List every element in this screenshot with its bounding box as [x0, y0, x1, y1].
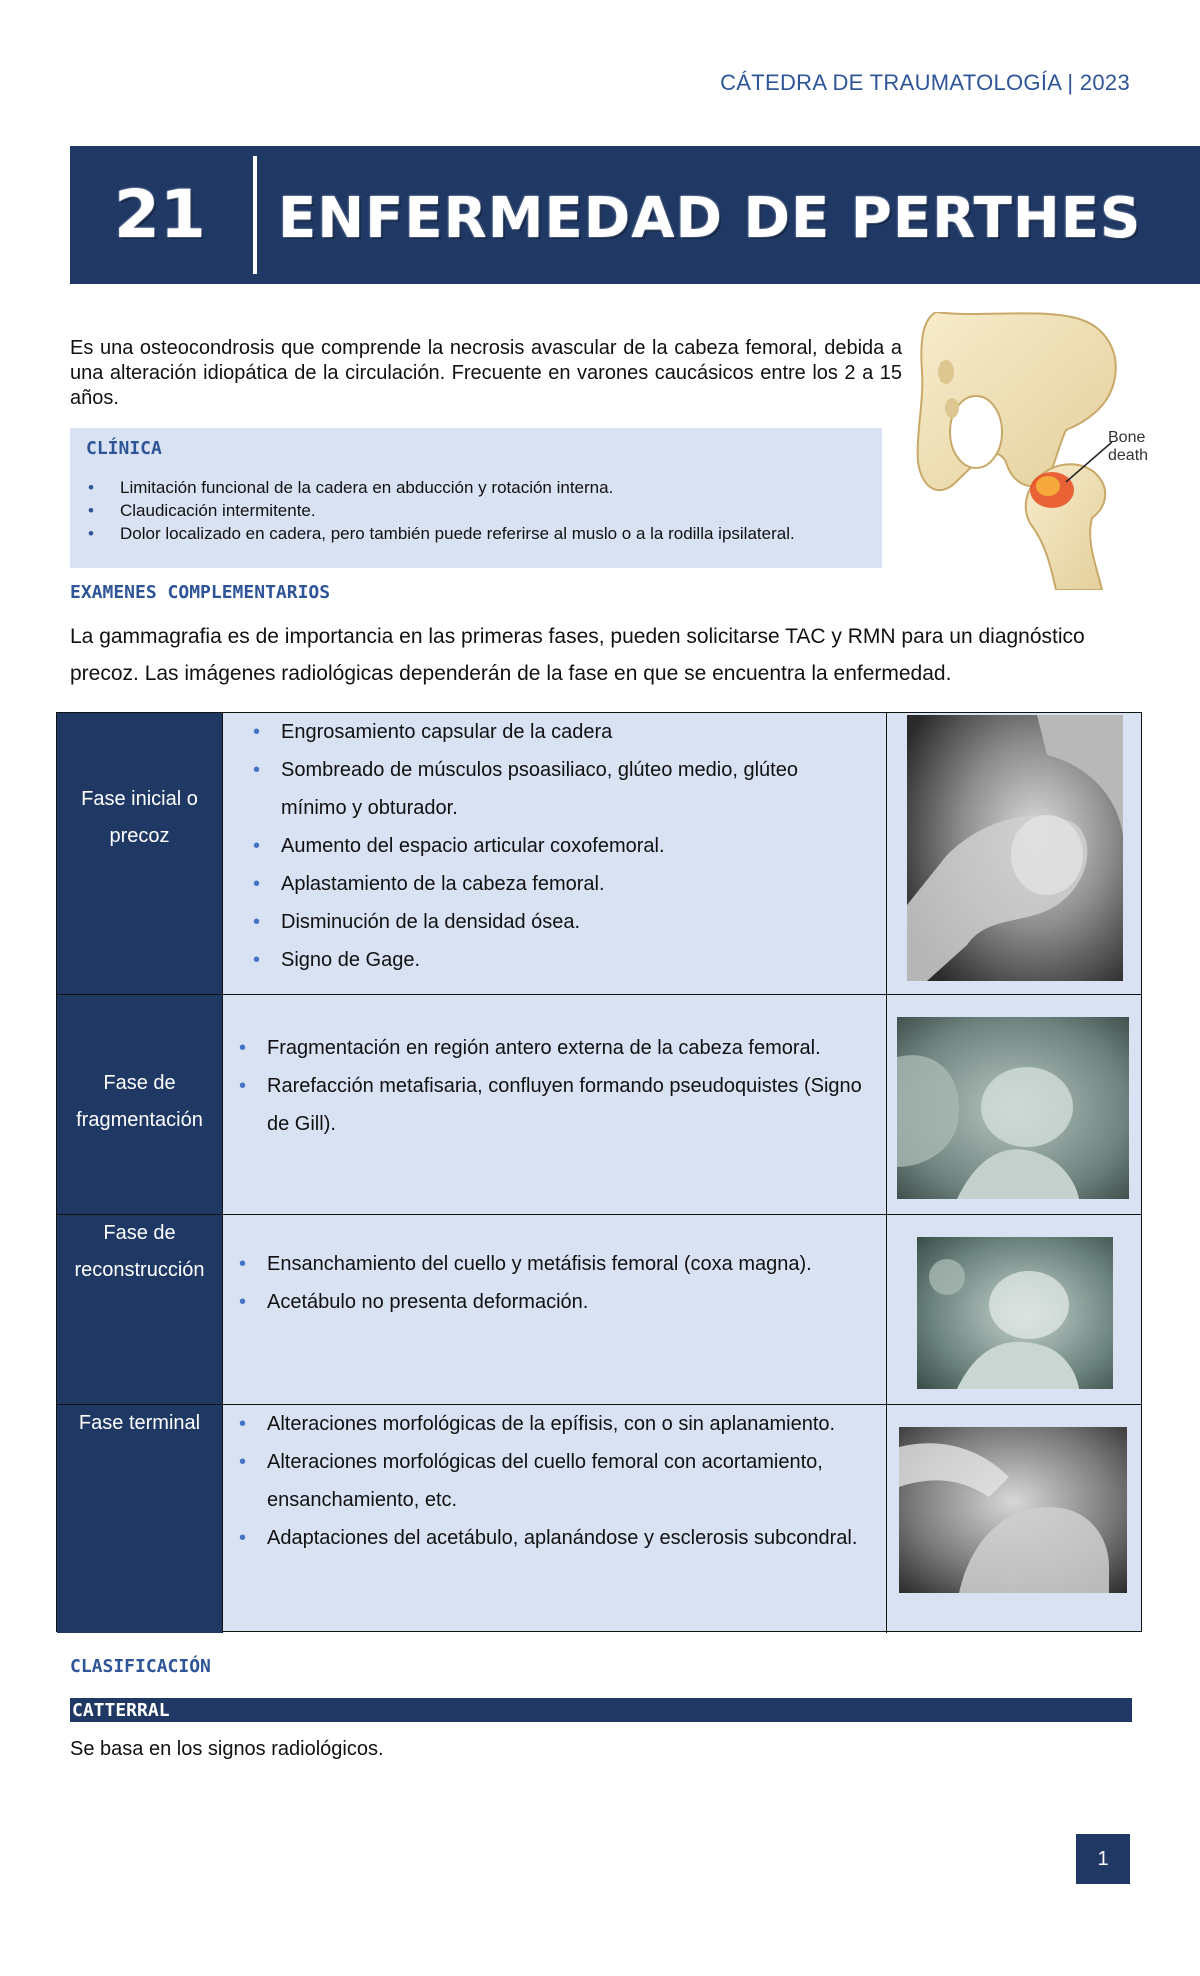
page-number: 1 [1076, 1834, 1130, 1884]
xray-image-reconstruction [917, 1237, 1113, 1389]
list-item: • Ensanchamiento del cuello y metáfisis femoral (coxa magna). [267, 1245, 866, 1283]
phase-name: Fase terminal [57, 1405, 223, 1633]
xray-image-terminal [899, 1427, 1127, 1593]
clinica-list [86, 476, 795, 545]
list-item: • Limitación funcional de la cadera en abducción y rotación interna. [86, 476, 795, 499]
phase-items [223, 1215, 887, 1404]
hip-illustration [916, 312, 1152, 590]
examenes-paragraph: La gammagrafia es de importancia en las primeras fases, pueden solicitarse TAC y RMN para un diagnóstico precoz. Las imágenes radiológicas dependerán de la fase en que se encuentra la enfermedad. [70, 625, 1085, 685]
list-item: • Dolor localizado en cadera, pero también puede referirse al muslo o a la rodilla ipsilateral. [86, 522, 795, 545]
phase-items [223, 1405, 887, 1633]
list-item: • Acetábulo no presenta deformación. [267, 1283, 866, 1321]
list-item: • Signo de Gage. [281, 941, 866, 979]
figure-label-bone: Bone [1108, 429, 1146, 446]
phase-items [223, 995, 887, 1214]
catterral-heading: CATTERRAL [72, 1700, 170, 1721]
figure-label-death: death [1108, 447, 1149, 464]
clinica-box [70, 428, 882, 568]
phase-items [223, 713, 887, 994]
chapter-number: 21 [114, 176, 206, 253]
banner-divider [253, 156, 257, 274]
clasificacion-heading: CLASIFICACIÓN [70, 1656, 211, 1677]
list-item: • Sombreado de músculos psoasiliaco, glúteo medio, glúteo mínimo y obturador. [281, 751, 866, 827]
chapter-title: ENFERMEDAD DE PERTHES [278, 186, 1142, 251]
header-label: CÁTEDRA DE TRAUMATOLOGÍA | 2023 [720, 70, 1130, 95]
table-row [57, 995, 1141, 1215]
table-row [57, 1405, 1141, 1633]
list-item: • Disminución de la densidad ósea. [281, 903, 866, 941]
phase-name: Fase de reconstrucción [57, 1215, 223, 1404]
xray-image-initial [907, 715, 1123, 981]
list-item: • Aumento del espacio articular coxofemoral. [281, 827, 866, 865]
list-item: • Engrosamiento capsular de la cadera [281, 713, 866, 751]
clinica-heading: CLÍNICA [86, 438, 162, 459]
catterral-bar [70, 1698, 1132, 1722]
intro-paragraph: Es una osteocondrosis que comprende la necrosis avascular de la cabeza femoral, debida a una alteración idiopática de la circulación. Frecuente en varones caucásicos entre los 2 a 15 años. [70, 337, 902, 409]
list-item: • Claudicación intermitente. [86, 499, 795, 522]
catterral-text: Se basa en los signos radiológicos. [70, 1738, 384, 1760]
chapter-banner [70, 146, 1200, 284]
list-item: • Rarefacción metafisaria, confluyen formando pseudoquistes (Signo de Gill). [267, 1067, 866, 1143]
xray-image-fragmentation [897, 1017, 1129, 1199]
list-item: • Alteraciones morfológicas de la epífisis, con o sin aplanamiento. [267, 1405, 866, 1443]
phase-name: Fase de fragmentación [57, 995, 223, 1214]
phase-name: Fase inicial o precoz [57, 713, 223, 994]
list-item: • Adaptaciones del acetábulo, aplanándose y esclerosis subcondral. [267, 1519, 866, 1557]
table-row [57, 713, 1141, 995]
list-item: • Aplastamiento de la cabeza femoral. [281, 865, 866, 903]
examenes-heading: EXAMENES COMPLEMENTARIOS [70, 582, 331, 603]
list-item: • Fragmentación en región antero externa de la cabeza femoral. [267, 1029, 866, 1067]
phases-table [56, 712, 1142, 1632]
list-item: • Alteraciones morfológicas del cuello femoral con acortamiento, ensanchamiento, etc. [267, 1443, 866, 1519]
table-row [57, 1215, 1141, 1405]
